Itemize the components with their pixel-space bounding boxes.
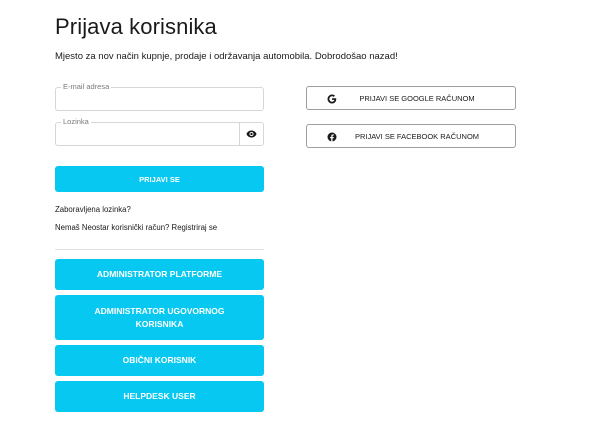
show-password-button[interactable] [239,123,263,145]
facebook-icon [326,131,337,142]
email-input[interactable] [62,92,257,108]
facebook-login-label: PRIJAVI SE FACEBOOK RAČUNOM [354,131,480,141]
google-icon [326,93,337,104]
facebook-login-button[interactable] [306,124,516,148]
eye-icon [246,130,257,138]
email-field[interactable] [55,82,264,111]
password-input[interactable] [62,127,235,143]
password-field[interactable] [55,117,264,146]
google-login-label: PRIJAVI SE GOOGLE RAČUNOM [359,93,475,103]
email-label: E-mail adresa [63,82,110,91]
role-contract-admin-button[interactable]: ADMINISTRATOR UGOVORNOG KORISNIKA [55,295,264,340]
forgot-password-link[interactable]: Zaboravljena lozinka? [55,205,131,214]
role-platform-admin-button[interactable]: ADMINISTRATOR PLATFORME [55,259,264,290]
login-button[interactable]: PRIJAVI SE [55,166,264,192]
role-helpdesk-user-button[interactable]: HELPDESK USER [55,381,264,412]
google-login-button[interactable] [306,86,516,110]
password-label: Lozinka [63,117,89,126]
divider [55,249,264,250]
register-link[interactable]: Nemaš Neostar korisnički račun? Registriraj se [55,223,218,232]
role-regular-user-button[interactable]: OBIČNI KORISNIK [55,345,264,376]
page-subtitle: Mjesto za nov način kupnje, prodaje i održavanja automobila. Dobrodošao nazad! [55,51,398,62]
page-title: Prijava korisnika [55,14,217,39]
